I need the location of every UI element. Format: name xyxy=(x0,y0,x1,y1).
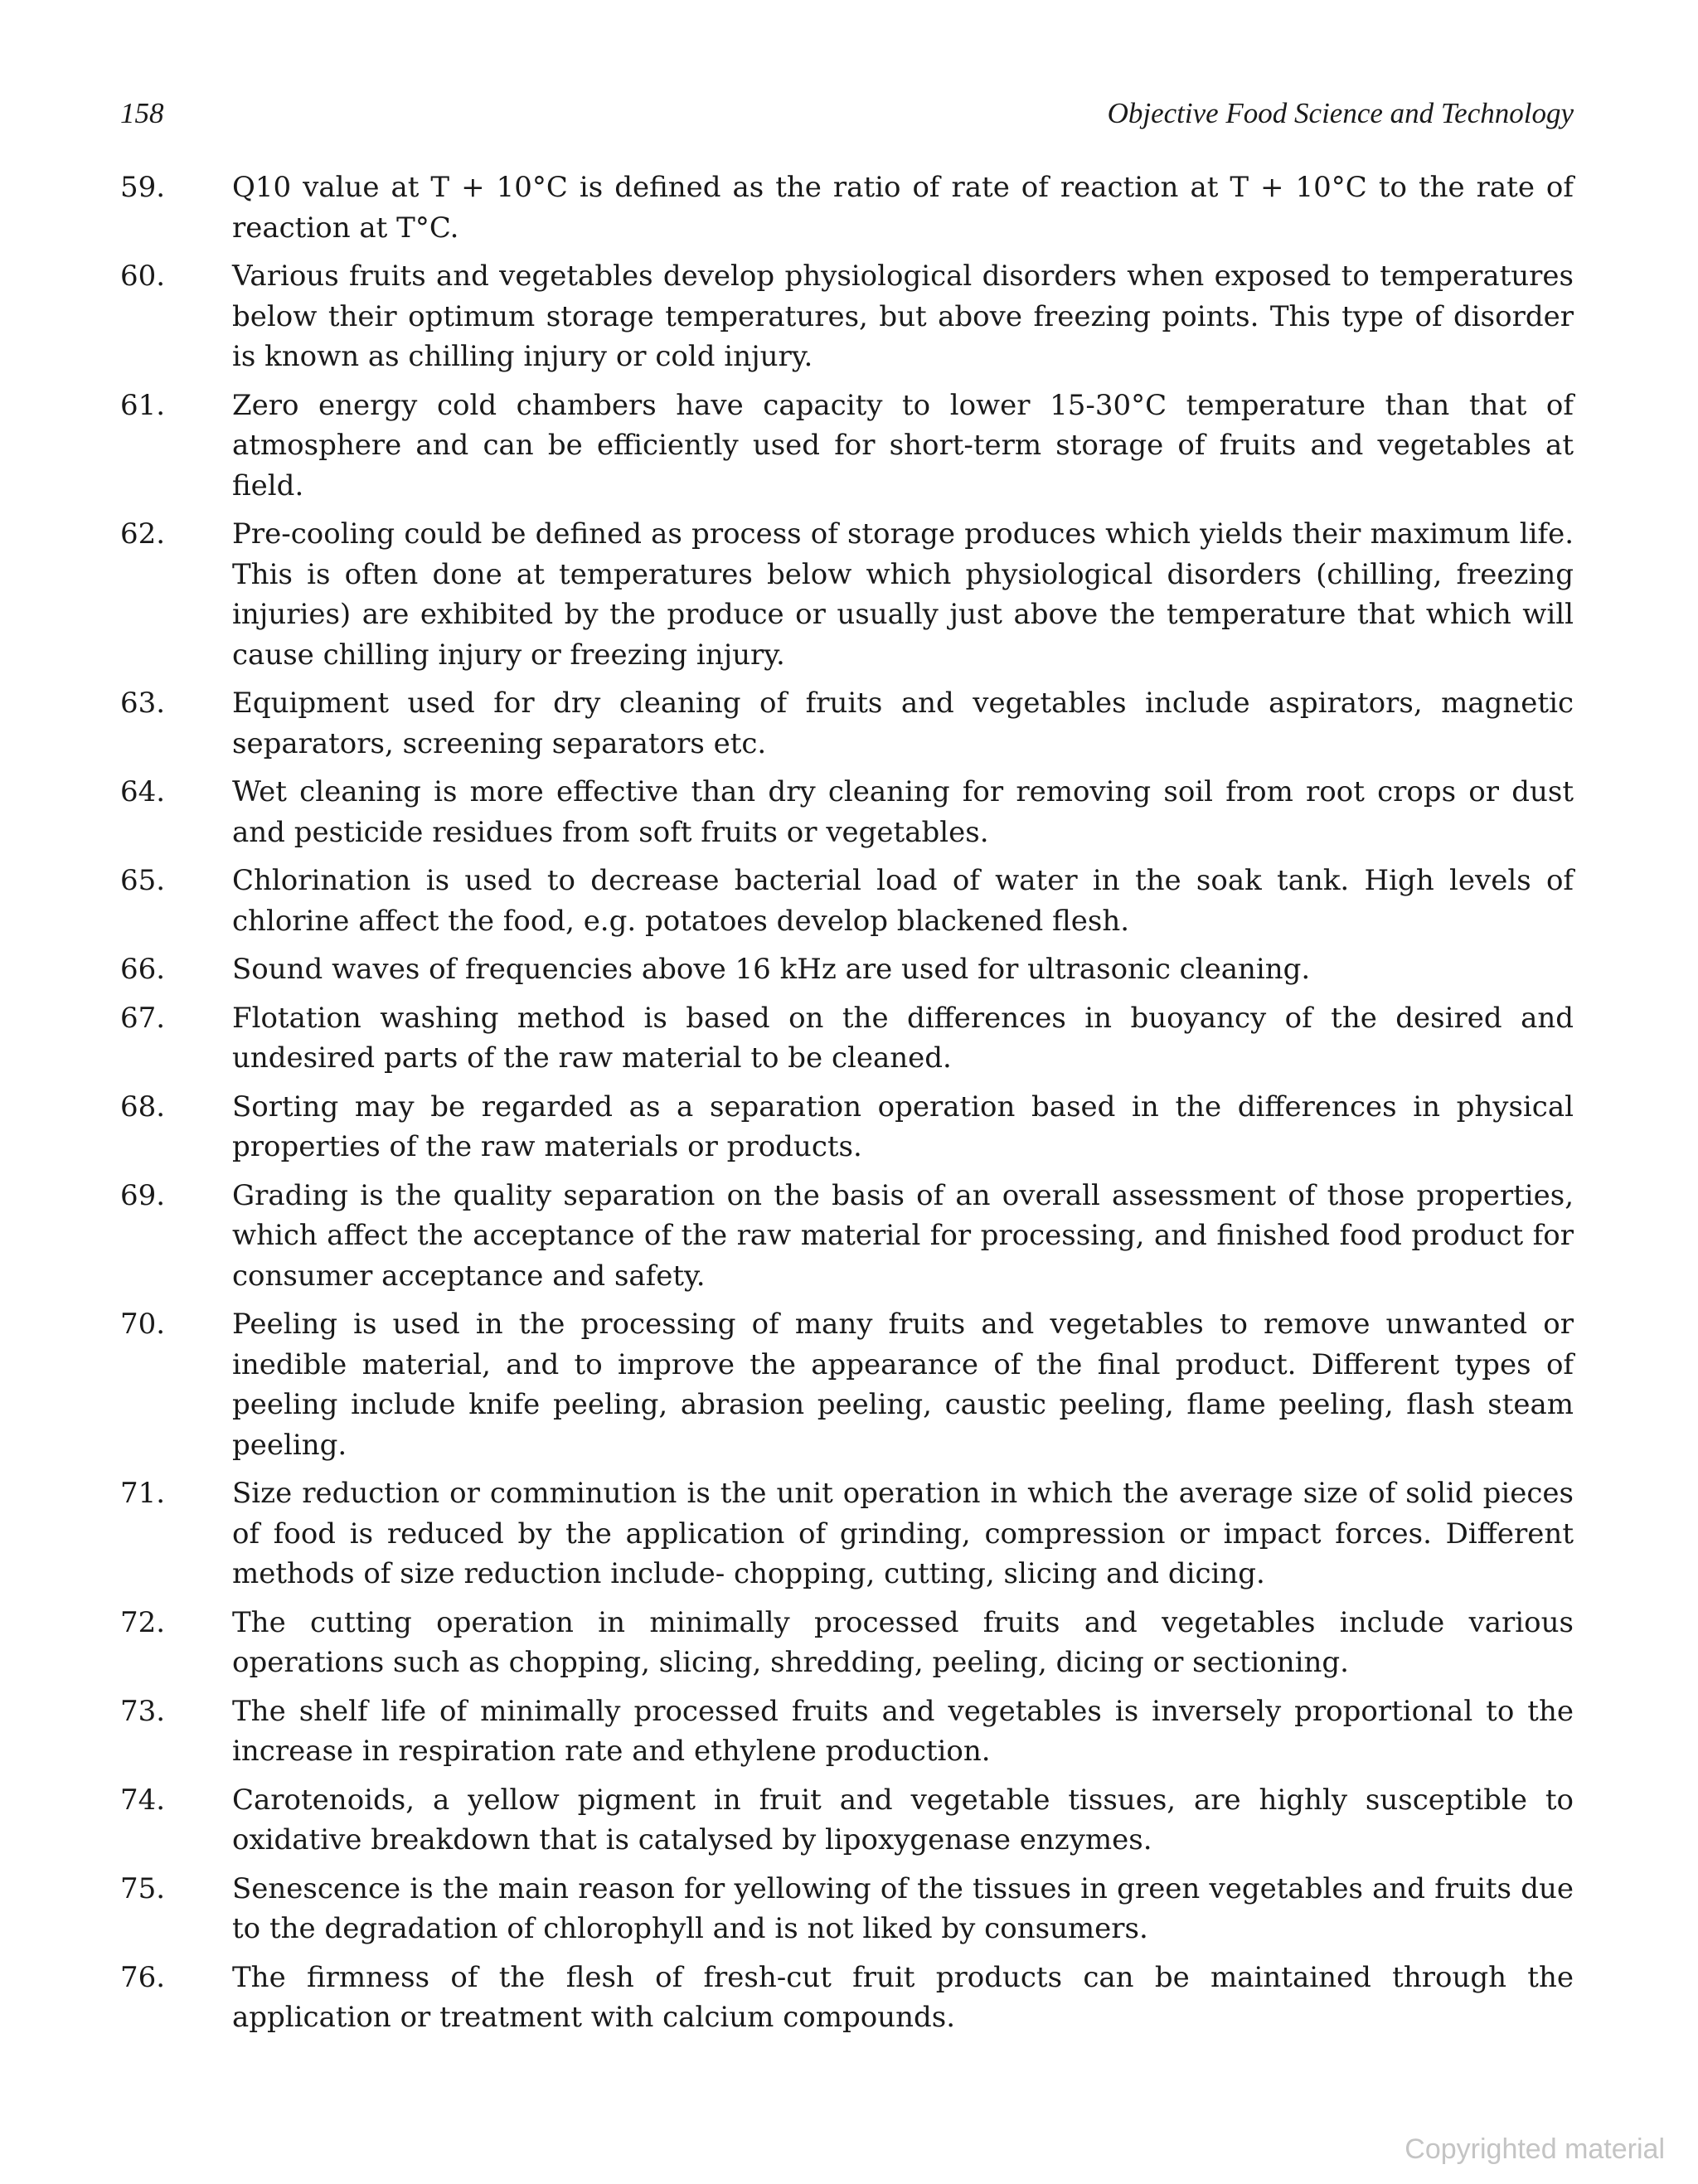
list-item xyxy=(120,1780,1574,1861)
list-item xyxy=(120,256,1574,377)
item-number: 71. xyxy=(120,1477,166,1510)
copyright-watermark: Copyrighted material xyxy=(1404,2133,1665,2165)
running-header xyxy=(120,93,1574,134)
list-item xyxy=(120,998,1574,1079)
item-text: Sound waves of frequencies above 16 kHz are used for ultrasonic cleaning. xyxy=(232,953,1311,986)
item-text: Equipment used for dry cleaning of fruits and vegetables include aspirators, magnetic separators, screening separators etc. xyxy=(232,687,1574,760)
item-text: Pre-cooling could be defined as process of storage produces which yields their maximum life. This is often done at temperatures below which physiological disorders (chilling, freezing injuries) are exhibited by the produce or usually just above the temperature that which will cause chilling injury or freezing injury. xyxy=(232,517,1574,672)
item-text: Grading is the quality separation on the basis of an overall assessment of those properties, which affect the acceptance of the raw material for processing, and finished food product for consumer acceptance and safety. xyxy=(232,1178,1574,1293)
item-text: Zero energy cold chambers have capacity to lower 15-30°C temperature than that of atmosphere and can be efficiently used for short-term storage of fruits and vegetables at field. xyxy=(232,388,1574,502)
page-number: 158 xyxy=(120,97,164,129)
list-item xyxy=(120,1473,1574,1594)
item-number: 75. xyxy=(120,1871,166,1905)
list-item xyxy=(120,861,1574,941)
list-item xyxy=(120,1176,1574,1297)
item-number: 69. xyxy=(120,1178,166,1212)
item-number: 62. xyxy=(120,517,166,551)
item-text: The cutting operation in minimally processed fruits and vegetables include various operations such as chopping, slicing, shredding, peeling, dicing or sectioning. xyxy=(232,1605,1574,1679)
list-item xyxy=(120,1087,1574,1167)
item-number: 60. xyxy=(120,260,166,293)
item-text: Flotation washing method is based on the differences in buoyancy of the desired and undesired parts of the raw material to be cleaned. xyxy=(232,1001,1574,1075)
list-item xyxy=(120,386,1574,507)
item-text: Chlorination is used to decrease bacterial load of water in the soak tank. High levels of chlorine affect the food, e.g. potatoes develop blackened flesh. xyxy=(232,864,1574,938)
item-number: 70. xyxy=(120,1308,166,1341)
list-item xyxy=(120,683,1574,764)
item-number: 72. xyxy=(120,1605,166,1639)
numbered-list xyxy=(120,167,1574,2046)
item-text: Senescence is the main reason for yellowing of the tissues in green vegetables and fruits due to the degradation of chlorophyll and is not liked by consumers. xyxy=(232,1871,1574,1945)
item-number: 64. xyxy=(120,775,166,808)
item-text: Wet cleaning is more effective than dry cleaning for removing soil from root crops or dust and pesticide residues from soft fruits or vegetables. xyxy=(232,775,1574,849)
list-item xyxy=(120,514,1574,675)
list-item xyxy=(120,772,1574,852)
list-item xyxy=(120,1304,1574,1465)
item-number: 65. xyxy=(120,864,166,897)
item-number: 68. xyxy=(120,1090,166,1124)
item-text: Carotenoids, a yellow pigment in fruit and vegetable tissues, are highly susceptible to oxidative breakdown that is catalysed by lipoxygenase enzymes. xyxy=(232,1783,1574,1856)
list-item xyxy=(120,1691,1574,1772)
list-item xyxy=(120,949,1574,990)
list-item xyxy=(120,167,1574,248)
item-number: 67. xyxy=(120,1001,166,1035)
item-number: 61. xyxy=(120,388,166,422)
item-text: Various fruits and vegetables develop physiological disorders when exposed to temperatures below their optimum storage temperatures, but above freezing points. This type of disorder is known as chilling injury or cold injury. xyxy=(232,260,1574,373)
item-text: Size reduction or comminution is the unit operation in which the average size of solid pieces of food is reduced by the application of grinding, compression or impact forces. Different methods of size reduction include- chopping, cutting, slicing and dicing. xyxy=(232,1477,1574,1590)
list-item xyxy=(120,1603,1574,1683)
book-title: Objective Food Science and Technology xyxy=(1107,97,1574,129)
item-number: 66. xyxy=(120,953,166,986)
item-number: 73. xyxy=(120,1694,166,1728)
item-number: 59. xyxy=(120,171,166,204)
item-text: The firmness of the flesh of fresh-cut fruit products can be maintained through the application or treatment with calcium compounds. xyxy=(232,1960,1574,2034)
item-number: 76. xyxy=(120,1960,166,1994)
list-item xyxy=(120,1958,1574,2038)
item-number: 63. xyxy=(120,687,166,720)
item-text: The shelf life of minimally processed fruits and vegetables is inversely proportional to the increase in respiration rate and ethylene production. xyxy=(232,1694,1574,1768)
list-item xyxy=(120,1869,1574,1949)
item-number: 74. xyxy=(120,1783,166,1817)
item-text: Peeling is used in the processing of many fruits and vegetables to remove unwanted or inedible material, and to improve the appearance of the final product. Different types of peeling include knife peeling, abrasion peeling, caustic peeling, flame peeling, flash steam peeling. xyxy=(232,1308,1574,1462)
item-text: Sorting may be regarded as a separation operation based in the differences in physical properties of the raw materials or products. xyxy=(232,1090,1574,1163)
item-text: Q10 value at T + 10°C is defined as the ratio of rate of reaction at T + 10°C to the rate of reaction at T°C. xyxy=(232,171,1574,245)
